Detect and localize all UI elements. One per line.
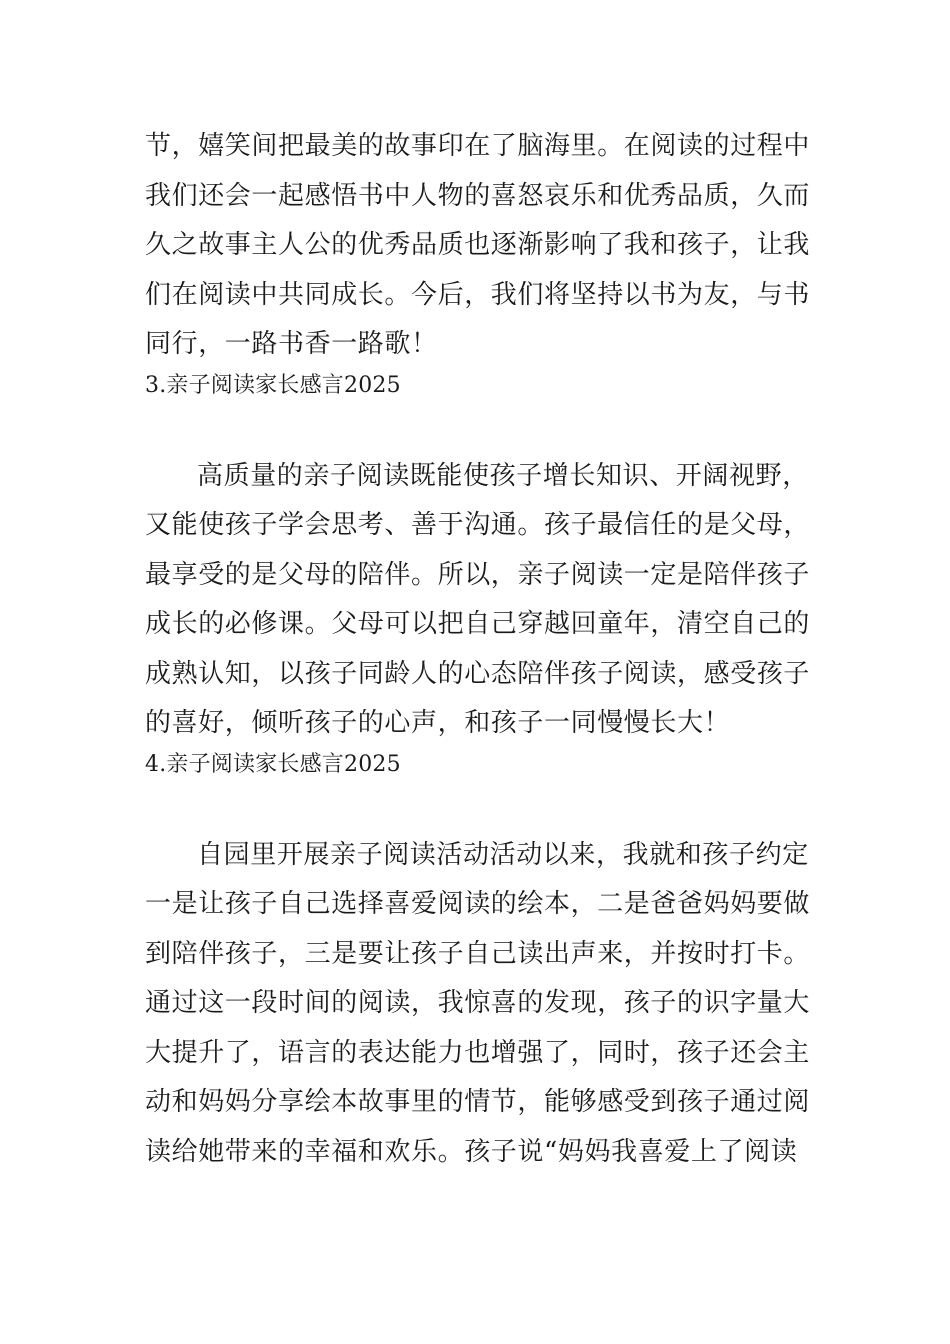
- text-line: 通过这一段时间的阅读，我惊喜的发现，孩子的识字量大: [145, 988, 811, 1018]
- text-line: 们在阅读中共同成长。今后，我们将坚持以书为友，与书: [145, 279, 811, 310]
- text-line: 最享受的是父母的陪伴。所以，亲子阅读一定是陪伴孩子: [145, 559, 811, 590]
- text-line: 久之故事主人公的优秀品质也逐渐影响了我和孩子，让我: [145, 230, 811, 260]
- text-line: 成长的必修课。父母可以把自己穿越回童年，清空自己的: [145, 609, 811, 639]
- section-heading-3: 3.亲子阅读家长感言2025: [145, 372, 401, 398]
- text-line: 到陪伴孩子，三是要让孩子自己读出声来，并按时打卡。: [145, 938, 811, 969]
- paragraph-section-2-continued: [145, 122, 810, 370]
- text-line: 节，嬉笑间把最美的故事印在了脑海里。在阅读的过程中: [145, 131, 811, 161]
- text-line: 高质量的亲子阅读既能使孩子增长知识、开阔视野，: [197, 460, 809, 491]
- section-heading-4: 4.亲子阅读家长感言2025: [145, 751, 401, 777]
- text-line: 一是让孩子自己选择喜爱阅读的绘本，二是爸爸妈妈要做: [145, 889, 811, 919]
- text-line: 我们还会一起感悟书中人物的喜怒哀乐和优秀品质，久而: [145, 180, 811, 211]
- text-line: 自园里开展亲子阅读活动活动以来，我就和孩子约定: [197, 839, 809, 870]
- text-line: 大提升了，语言的表达能力也增强了，同时，孩子还会主: [145, 1037, 811, 1068]
- text-line: 又能使孩子学会思考、善于沟通。孩子最信任的是父母，: [145, 510, 811, 540]
- text-line: 读给她带来的幸福和欢乐。孩子说“妈妈我喜爱上了阅读: [145, 1136, 798, 1167]
- text-line: 的喜好，倾听孩子的心声，和孩子一同慢慢长大！: [145, 708, 731, 738]
- text-line: 成熟认知，以孩子同龄人的心态陪伴孩子阅读，感受孩子: [145, 658, 811, 689]
- text-line: 动和妈妈分享绘本故事里的情节，能够感受到孩子通过阅: [145, 1087, 811, 1117]
- paragraph-section-3: [145, 452, 810, 749]
- text-line: 同行，一路书香一路歌！: [145, 329, 438, 359]
- document-body: [145, 122, 810, 1177]
- paragraph-section-4: [145, 831, 810, 1178]
